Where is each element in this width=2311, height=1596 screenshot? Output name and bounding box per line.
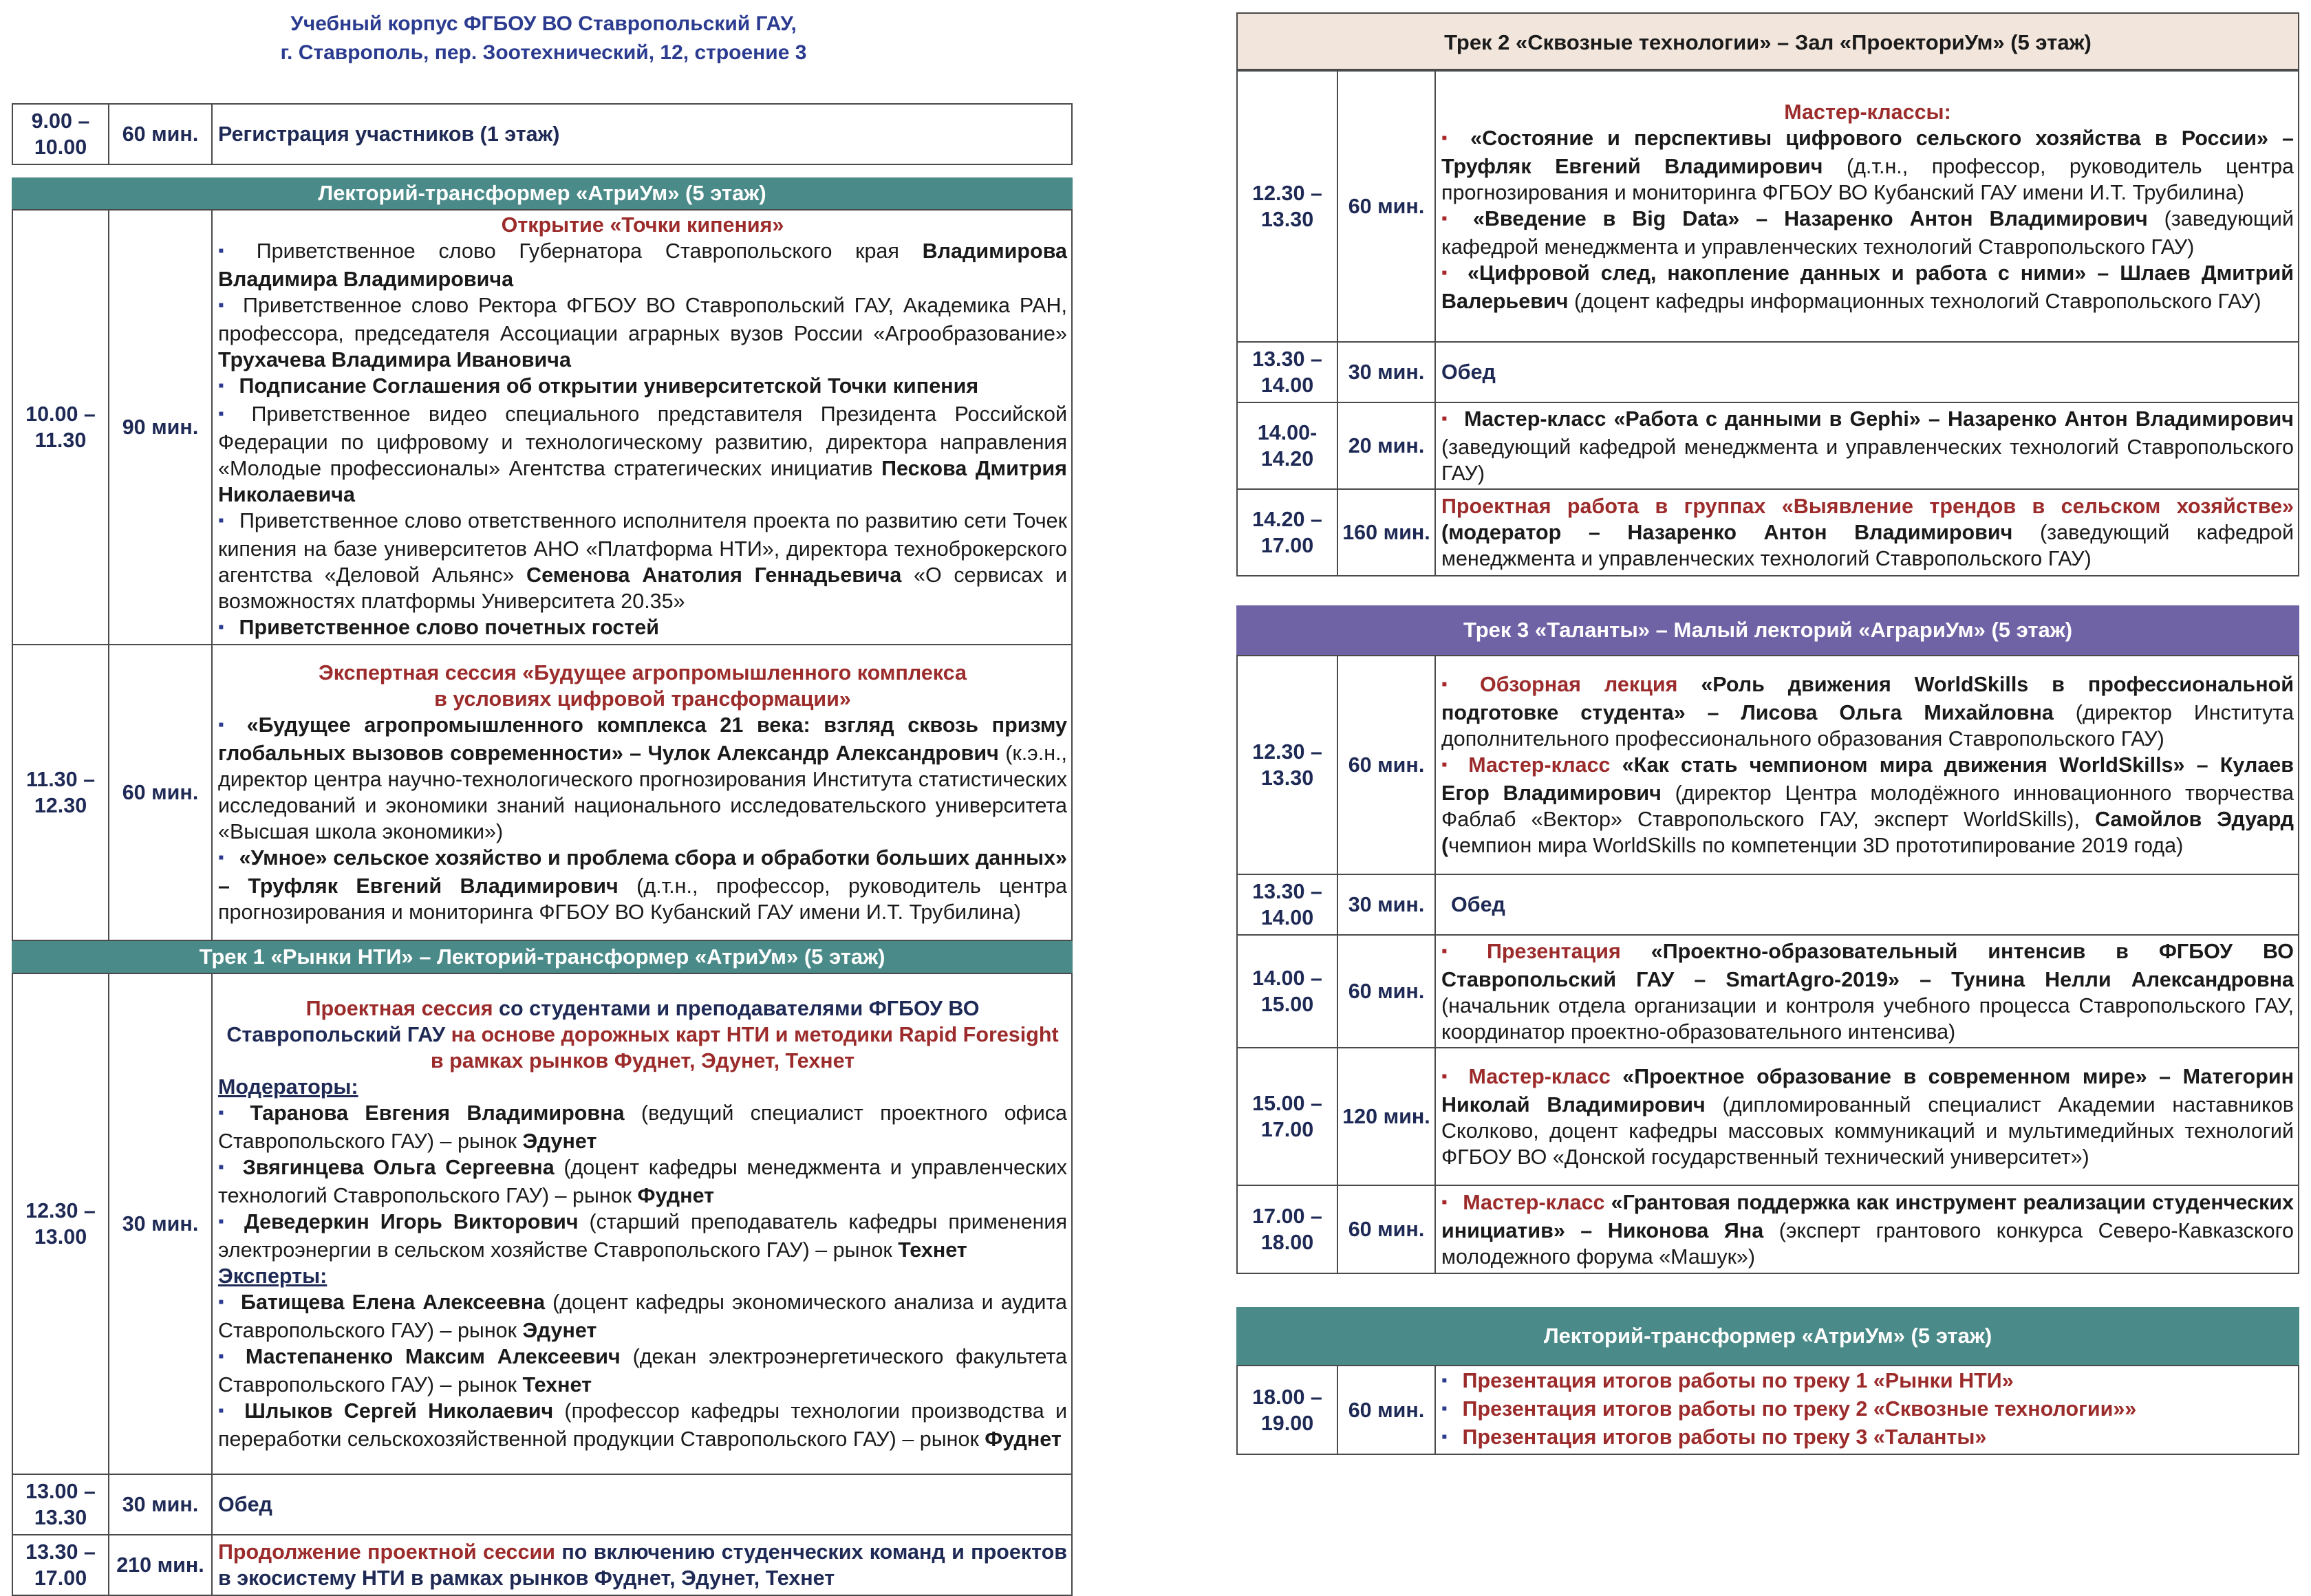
agenda-item: ▪ «Будущее агропромышленного комплекса 21 века: взгляд сквозь призму глобальных вызовов современности» – Чулок Александр Александрович (к.э.н., директор центра научно-технологического прогнозирования Института статистических исследований и экономики знаний национального исследовательского университета «Высшая школа экономики»): [218, 712, 1067, 845]
agenda-item: ▪ Приветственное слово ответственного исполнителя проекта по развитию сети Точек кипения на базе университетов АНО «Платформа НТИ», директора техноброкерского агентства «Деловой Альянс» Семенова Анатолия Геннадьевича «О сервисах и возможностях платформы Университета 20.35»: [218, 508, 1067, 614]
time-cell: 9.00 – 10.00: [12, 104, 109, 164]
opening-content: [212, 210, 1072, 645]
expert-title-2: в условиях цифровой трансформации»: [434, 687, 851, 711]
agenda-item: ▪ «Умное» сельское хозяйство и проблема сбора и обработки больших данных» – Труфляк Евгений Владимирович (д.т.н., профессор, руководитель центра прогнозирования и мониторинга ФГБОУ ВО Кубанский ГАУ имени И.Т. Трубилина): [218, 845, 1067, 925]
band-track1: Трек 1 «Рынки НТИ» – Лекторий-трансформер «АтриУм» (5 этаж): [12, 941, 1073, 973]
band-track3: Трек 3 «Таланты» – Малый лекторий «АграриУм» (5 этаж): [1236, 605, 2299, 655]
time-cell: 18.00 – 19.00: [1237, 1366, 1337, 1454]
final-item: ▪ Презентация итогов работы по треку 1 «Рынки НТИ»: [1441, 1368, 2294, 1396]
expert-content: [212, 645, 1072, 940]
time-cell: 10.00 – 11.30: [12, 210, 109, 645]
duration-cell: 60 мин.: [1337, 656, 1435, 874]
lunch-text: Обед: [1435, 874, 2299, 935]
duration-cell: 210 мин.: [109, 1535, 212, 1595]
time-cell: 12.30 – 13.00: [12, 973, 109, 1474]
duration-cell: 60 мин.: [1337, 935, 1435, 1048]
time-cell: 14.20 – 17.00: [1237, 489, 1337, 576]
track3-item: ▪ Мастер-класс «Как стать чемпионом мира движения WorldSkills» – Кулаев Егор Владимирович (директор Центра молодёжного инновационного творчества Фаблаб «Вектор» Ставропольского ГАУ, эксперт WorldSkills), Самойлов Эдуард (чемпион мира WorldSkills по компетенции 3D прототипирование 2019 года): [1441, 752, 2294, 859]
registration-table: [12, 103, 1073, 165]
agenda-item: ▪ Подписание Соглашения об открытии университетской Точки кипения: [218, 373, 1067, 401]
duration-cell: 60 мин.: [1337, 71, 1435, 342]
moderator-item: ▪ Деведеркин Игорь Викторович (старший преподаватель кафедры применения электроэнергии в сельском хозяйстве Ставропольского ГАУ) – рынок Технет: [218, 1209, 1067, 1263]
duration-cell: 30 мин.: [109, 1474, 212, 1535]
lunch-text: Обед: [212, 1474, 1072, 1535]
agenda-item: ▪ Приветственное слово Губернатора Ставропольского края Владимирова Владимира Владимировича: [218, 238, 1067, 292]
gephi-content: ▪ Мастер-класс «Работа с данными в Gephi» – Назаренко Антон Владимирович (заведующий кафедрой менеджмента и управленческих технологий Ставропольского ГАУ): [1435, 402, 2299, 489]
moderator-item: ▪ Звягинцева Ольга Сергеевна (доцент кафедры менеджмента и управленческих технологий Ставропольского ГАУ) – рынок Фуднет: [218, 1154, 1067, 1209]
duration-cell: 30 мин.: [1337, 874, 1435, 935]
expert-item: ▪ Батищева Елена Алексеевна (доцент кафедры экономического анализа и аудита Ставропольского ГАУ) – рынок Эдунет: [218, 1289, 1067, 1344]
masterclass-item: ▪ «Введение в Big Data» – Назаренко Антон Владимирович (заведующий кафедрой менеджмента и управленческих технологий Ставропольского ГАУ): [1441, 206, 2294, 260]
time-cell: 14.00- 14.20: [1237, 402, 1337, 489]
group-work-content: Проектная работа в группах «Выявление трендов в сельском хозяйстве» (модератор – Назаренко Антон Владимирович (заведующий кафедрой менеджмента и управленческих технологий Ставропольского ГАУ): [1435, 489, 2299, 576]
project-session-markets: в рамках рынков Фуднет, Эдунет, Технет: [430, 1049, 855, 1072]
lunch-text: Обед: [1435, 342, 2299, 402]
expert-title-1: Экспертная сессия «Будущее агропромышленного комплекса: [319, 661, 967, 684]
experts-heading: Эксперты:: [218, 1264, 327, 1288]
project-session-heading: Проектная сессия со студентами и преподавателями ФГБОУ ВО Ставропольский ГАУ на основе дорожных карт НТИ и методики Rapid Foresight: [226, 997, 1059, 1046]
time-cell: 11.30 – 12.30: [12, 645, 109, 940]
registration-text: Регистрация участников (1 этаж): [212, 104, 1072, 164]
band-atrium: Лекторий-трансформер «АтриУм» (5 этаж): [12, 177, 1073, 209]
agenda-item: ▪ Приветственное слово Ректора ФГБОУ ВО Ставропольский ГАУ, Академика РАН, профессора, председателя Ассоциации аграрных вузов России «Агрообразование» Трухачева Владимира Ивановича: [218, 292, 1067, 373]
band-track2: Трек 2 «Сквозные технологии» – Зал «ПроекториУм» (5 этаж): [1236, 12, 2299, 70]
time-cell: 17.00 – 18.00: [1237, 1185, 1337, 1273]
time-cell: 12.30 – 13.30: [1237, 656, 1337, 874]
agenda-item: ▪ Приветственное видео специального представителя Президента Российской Федерации по цифровому и технологическому развитию, директора направления «Молодые профессионалы» Агентства стратегических инициатив Пескова Дмитрия Николаевича: [218, 401, 1067, 508]
duration-cell: 120 мин.: [1337, 1048, 1435, 1185]
masterclass3-content: ▪ Мастер-класс «Грантовая поддержка как инструмент реализации студенческих инициатив» – Никонова Яна (эксперт грантового конкурса Северо-Кавказского молодежного форума «Машук»): [1435, 1185, 2299, 1273]
presentation-content: ▪ Презентация «Проектно-образовательный интенсив в ФГБОУ ВО Ставропольский ГАУ – SmartAgro-2019» – Тунина Нелли Александровна (начальник отдела организации и контроля учебного процесса Ставропольского ГАУ, координатор проектно-образовательного интенсива): [1435, 935, 2299, 1048]
venue-header: [193, 10, 894, 67]
track1-content: [212, 973, 1072, 1474]
time-cell: 15.00 – 17.00: [1237, 1048, 1337, 1185]
duration-cell: 90 мин.: [109, 210, 212, 645]
duration-cell: 60 мин.: [1337, 1185, 1435, 1273]
time-cell: 13.30 – 14.00: [1237, 874, 1337, 935]
opening-table: [12, 209, 1073, 941]
continuation-text: Продолжение проектной сессии по включению студенческих команд и проектов в экосистему НТИ в рамках рынков Фуднет, Эдунет, Технет: [212, 1535, 1072, 1595]
agenda-item: ▪ Приветственное слово почетных гостей: [218, 614, 1067, 643]
duration-cell: 30 мин.: [109, 973, 212, 1474]
track3-item: ▪ Обзорная лекция «Роль движения WorldSkills в профессиональной подготовке студента» – Лисова Ольга Михайловна (директор Института дополнительного профессионального образования Ставропольского ГАУ): [1441, 671, 2294, 752]
time-cell: 12.30 – 13.30: [1237, 71, 1337, 342]
masterclass-item: ▪ «Цифровой след, накопление данных и работа с ними» – Шлаев Дмитрий Валерьевич (доцент кафедры информационных технологий Ставропольского ГАУ): [1441, 260, 2294, 314]
expert-item: ▪ Шлыков Сергей Николаевич (профессор кафедры технологии производства и переработки сельскохозяйственной продукции Ставропольского ГАУ) – рынок Фуднет: [218, 1398, 1067, 1452]
track3-lectures-content: [1435, 656, 2299, 874]
duration-cell: 160 мин.: [1337, 489, 1435, 576]
final-item: ▪ Презентация итогов работы по треку 3 «Таланты»: [1441, 1424, 2294, 1452]
track1-table: [12, 973, 1073, 1596]
masterclasses-title: Мастер-классы:: [1784, 100, 1951, 124]
track3-table: [1236, 655, 2299, 1274]
duration-cell: 60 мин.: [109, 645, 212, 940]
time-cell: 13.30 – 14.00: [1237, 342, 1337, 402]
masterclass-item: ▪ «Состояние и перспективы цифрового сельского хозяйства в России» – Труфляк Евгений Владимирович (д.т.н., профессор, руководитель центра прогнозирования и мониторинга ФГБОУ ВО Кубанский ГАУ имени И.Т. Трубилина): [1441, 125, 2294, 206]
final-content: [1435, 1366, 2299, 1454]
moderators-heading: Модераторы:: [218, 1075, 358, 1099]
duration-cell: 30 мин.: [1337, 342, 1435, 402]
masterclasses-content: [1435, 71, 2299, 342]
venue-line-1: Учебный корпус ФГБОУ ВО Ставропольский ГАУ,: [290, 12, 797, 35]
duration-cell: 20 мин.: [1337, 402, 1435, 489]
final-table: [1236, 1365, 2299, 1455]
time-cell: 13.00 – 13.30: [12, 1474, 109, 1535]
time-cell: 13.30 – 17.00: [12, 1535, 109, 1595]
final-item: ▪ Презентация итогов работы по треку 2 «Сквозные технологии»»: [1441, 1396, 2294, 1424]
band-final: Лекторий-трансформер «АтриУм» (5 этаж): [1236, 1307, 2299, 1365]
duration-cell: 60 мин.: [109, 104, 212, 164]
moderator-item: ▪ Таранова Евгения Владимировна (ведущий специалист проектного офиса Ставропольского ГАУ) – рынок Эдунет: [218, 1100, 1067, 1154]
expert-item: ▪ Мастепаненко Максим Алексеевич (декан электроэнергетического факультета Ставропольского ГАУ) – рынок Технет: [218, 1344, 1067, 1398]
track2-table: [1236, 70, 2299, 576]
opening-title: Открытие «Точки кипения»: [501, 213, 784, 237]
duration-cell: 60 мин.: [1337, 1366, 1435, 1454]
time-cell: 14.00 –15.00: [1237, 935, 1337, 1048]
masterclass2-content: ▪ Мастер-класс «Проектное образование в современном мире» – Матегорин Николай Владимирович (дипломированный специалист Академии наставников Сколково, доцент кафедры массовых коммуникаций и мультимедийных технологий ФГБОУ ВО «Донской государственный технический университет»): [1435, 1048, 2299, 1185]
venue-line-2: г. Ставрополь, пер. Зоотехнический, 12, строение 3: [280, 41, 807, 64]
